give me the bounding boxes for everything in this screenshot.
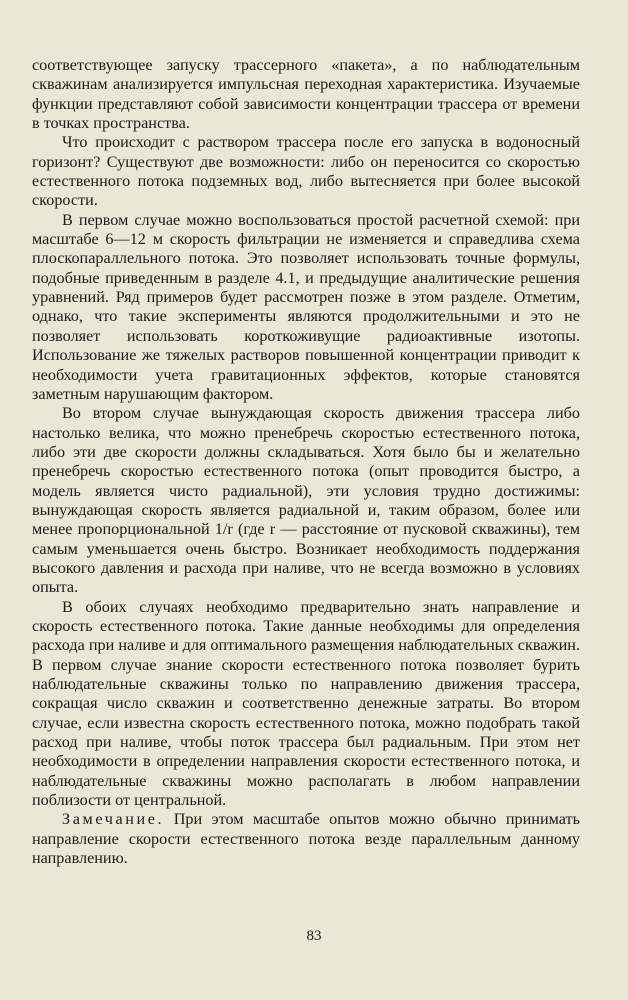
paragraph-2: Что происходит с раствором трассера после его запуска в водоносный горизонт? Существуют две возможности: либо он переносится со скоростью естественного потока подземных вод, либо вытесняется при более высокой скорости.: [32, 133, 580, 210]
remark-text: При этом масштабе опытов можно обычно принимать направление скорости естественного потока везде параллельным данному направлению.: [32, 810, 580, 868]
paragraph-3: В первом случае можно воспользоваться простой расчетной схемой: при масштабе 6—12 м скорость фильтрации не изменяется и справедлива схема плоскопараллельного потока. Это позволяет использовать точные формулы, подобные приведенным в разделе 4.1, и предыдущие аналитические решения уравнений. Ряд примеров будет рассмотрен позже в этом разделе. Отметим, однако, что такие эксперименты являются продолжительными и это не позволяет использовать короткоживущие радиоактивные изотопы. Использование же тяжелых растворов повышенной концентрации приводит к необходимости учета гравитационных эффектов, которые становятся заметным нарушающим фактором.: [32, 210, 580, 403]
paragraph-1: соответствующее запуску трассерного «пакета», а по наблюдательным скважинам анализируется импульсная переходная характеристика. Изучаемые функции представляют собой зависимости концентрации трассера от времени в точках пространства.: [32, 56, 580, 133]
page-body: [32, 56, 580, 868]
remark-label: Замечание.: [62, 810, 165, 829]
page-number: 83: [306, 928, 322, 944]
paragraph-4: Во втором случае вынуждающая скорость движения трассера либо настолько велика, что можно пренебречь скоростью естественного потока, либо эти две скорости должны складываться. Хотя было бы и желательно пренебречь скоростью естественного потока (опыт проводится быстро, а модель является чисто радиальной), эти условия трудно достижимы: вынуждающая скорость является радиальной и, таким образом, более или менее пропорциональной 1/r (где r — расстояние от пусковой скважины), тем самым уменьшается очень быстро. Возникает необходимость поддержания высокого давления и расхода при наливе, что не всегда возможно в условиях опыта.: [32, 404, 580, 597]
remark-paragraph: [32, 810, 580, 868]
paragraph-5: В обоих случаях необходимо предварительно знать направление и скорость естественного потока. Такие данные необходимы для определения расхода при наливе и для оптимального размещения наблюдательных скважин. В первом случае знание скорости естественного потока позволяет бурить наблюдательные скважины только по направлению движения трассера, сокращая число скважин и соответственно денежные затраты. Во втором случае, если известна скорость естественного потока, можно подобрать такой расход при наливе, чтобы поток трассера был радиальным. При этом нет необходимости в определении направления скорости естественного потока, и наблюдательные скважины можно располагать в любом направлении поблизости от центральной.: [32, 597, 580, 810]
